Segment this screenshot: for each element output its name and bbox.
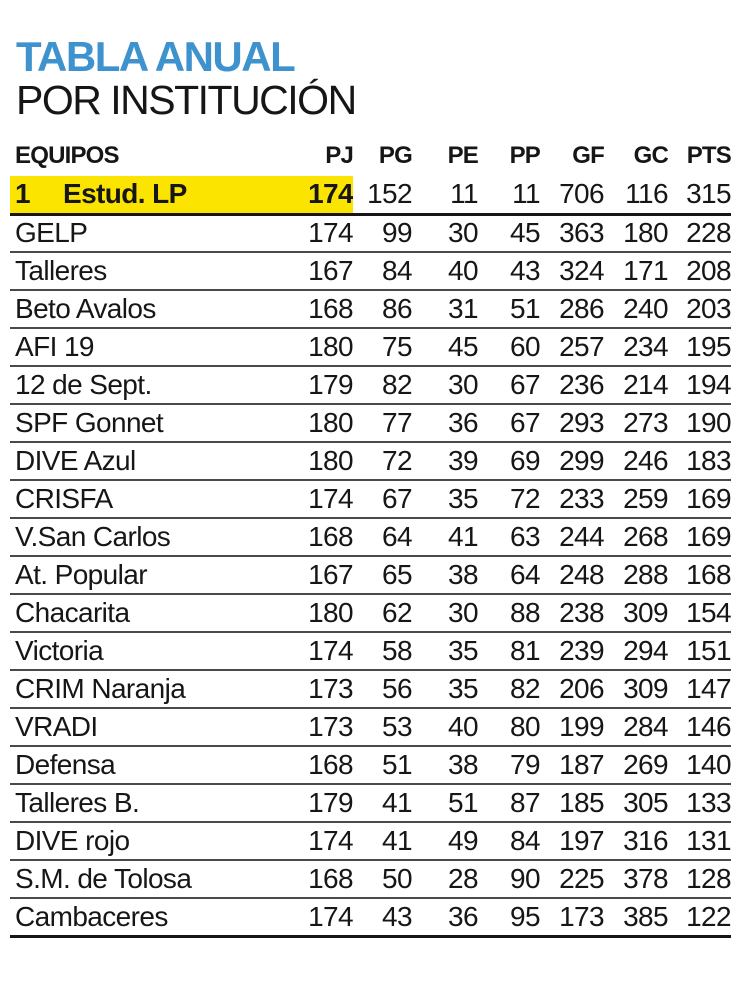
stat-cell-pe: 31 <box>448 293 478 324</box>
stat-cell-pe: 28 <box>448 863 478 894</box>
team-name: Cambaceres <box>15 900 168 932</box>
stat-cell-pe: 36 <box>448 407 478 438</box>
stat-cell-pg: 64 <box>382 521 412 552</box>
stat-cell-gc: 294 <box>623 635 668 666</box>
stat-cell-pj: 168 <box>308 293 353 324</box>
stat-cell-pj: 174 <box>308 900 353 932</box>
stat-cell-gf: 293 <box>559 407 604 438</box>
column-header-pe: PE <box>447 142 478 169</box>
table-row <box>10 784 731 822</box>
team-cell <box>10 176 290 214</box>
table-row <box>10 252 731 290</box>
stat-cell-pe: 36 <box>448 900 478 932</box>
stat-cell-pj: 168 <box>308 521 353 552</box>
stat-cell-gc: 240 <box>623 293 668 324</box>
stat-cell-pe: 51 <box>448 787 478 818</box>
table-row <box>10 556 731 594</box>
stat-cell-pts: 146 <box>686 711 731 742</box>
team-name: Talleres <box>15 255 107 286</box>
page-title: TABLA ANUAL <box>16 33 295 80</box>
table-row <box>10 594 731 632</box>
stat-cell-gc: 305 <box>623 787 668 818</box>
team-name: CRISFA <box>15 483 113 514</box>
stat-cell-pe: 30 <box>448 369 478 400</box>
stat-cell-pts: 122 <box>686 900 731 932</box>
team-name: Talleres B. <box>15 787 140 818</box>
stat-cell-pe: 30 <box>448 597 478 628</box>
stat-cell-pts: 140 <box>686 749 731 780</box>
team-name: S.M. de Tolosa <box>15 863 192 894</box>
table-row <box>10 214 731 252</box>
team-cell <box>10 822 290 860</box>
table-header-row <box>10 142 731 176</box>
table-row <box>10 632 731 670</box>
team-name: Defensa <box>15 749 116 780</box>
stat-cell-gc: 288 <box>623 559 668 590</box>
stat-cell-pj: 180 <box>308 407 353 438</box>
stat-cell-pp: 88 <box>510 597 540 628</box>
stat-cell-gc: 268 <box>623 521 668 552</box>
stat-cell-pts: 203 <box>686 293 731 324</box>
table-row <box>10 328 731 366</box>
stat-cell-pp: 72 <box>510 483 540 514</box>
stat-cell-pg: 62 <box>382 597 412 628</box>
stat-cell-gc: 284 <box>623 711 668 742</box>
stat-cell-gc: 180 <box>623 217 668 249</box>
stat-cell-gc: 273 <box>623 407 668 438</box>
stat-cell-pts: 168 <box>686 559 731 590</box>
table-row <box>10 176 731 214</box>
column-header-pj: PJ <box>325 142 353 169</box>
stat-cell-pe: 45 <box>448 331 478 362</box>
team-name: AFI 19 <box>15 331 94 362</box>
stat-cell-gf: 233 <box>559 483 604 514</box>
column-header-gf: GF <box>572 142 604 169</box>
table-row <box>10 518 731 556</box>
stat-cell-gf: 185 <box>559 787 604 818</box>
stat-cell-gc: 171 <box>623 255 668 286</box>
stat-cell-gf: 248 <box>559 559 604 590</box>
table-row <box>10 442 731 480</box>
stat-cell-gc: 259 <box>623 483 668 514</box>
stat-cell-pj: 167 <box>308 255 353 286</box>
stat-cell-gf: 239 <box>559 635 604 666</box>
stat-cell-pe: 38 <box>448 749 478 780</box>
standings-table <box>10 142 731 938</box>
stat-cell-pg: 58 <box>382 635 412 666</box>
table-row <box>10 404 731 442</box>
stat-cell-pg: 67 <box>382 483 412 514</box>
stat-cell-pts: 154 <box>686 597 731 628</box>
title-block <box>0 0 750 122</box>
team-name: Victoria <box>15 635 104 666</box>
stat-cell-pp: 90 <box>510 863 540 894</box>
stat-cell-pts: 151 <box>686 635 731 666</box>
stat-cell-pg: 86 <box>382 293 412 324</box>
table-row <box>10 860 731 898</box>
stat-cell-pg: 84 <box>382 255 412 286</box>
stat-cell-pp: 63 <box>510 521 540 552</box>
stat-cell-gc: 234 <box>623 331 668 362</box>
team-cell <box>10 442 290 480</box>
stat-cell-pj: 174 <box>308 635 353 666</box>
table-row <box>10 290 731 328</box>
stat-cell-gc: 316 <box>623 825 668 856</box>
stat-cell-pj: 180 <box>308 597 353 628</box>
team-cell <box>10 556 290 594</box>
stat-cell-pe: 40 <box>448 255 478 286</box>
stat-cell-pts: 133 <box>686 787 731 818</box>
column-header-pp: PP <box>509 142 540 169</box>
stat-cell-pts: 195 <box>686 331 731 362</box>
team-cell <box>10 480 290 518</box>
stat-cell-gc: 309 <box>623 673 668 704</box>
team-cell <box>10 290 290 328</box>
team-name: Beto Avalos <box>15 293 156 324</box>
stat-cell-gf: 238 <box>559 597 604 628</box>
stat-cell-gf: 363 <box>559 217 604 249</box>
stat-cell-pe: 35 <box>448 635 478 666</box>
stat-cell-pp: 51 <box>510 293 540 324</box>
column-header-equipos: EQUIPOS <box>15 142 119 169</box>
stat-cell-pg: 56 <box>382 673 412 704</box>
table-body <box>10 176 731 936</box>
stat-cell-pg: 43 <box>382 900 412 932</box>
stat-cell-pg: 65 <box>382 559 412 590</box>
stat-cell-gc: 269 <box>623 749 668 780</box>
team-cell <box>10 252 290 290</box>
stat-cell-pp: 11 <box>512 178 540 210</box>
stat-cell-pts: 228 <box>686 217 731 249</box>
team-name: GELP <box>15 217 88 249</box>
stat-cell-pp: 67 <box>510 407 540 438</box>
stat-cell-pe: 40 <box>448 711 478 742</box>
team-name: Estud. LP <box>63 178 187 210</box>
team-name: V.San Carlos <box>15 521 171 552</box>
team-name: Chacarita <box>15 597 130 628</box>
stat-cell-gf: 286 <box>559 293 604 324</box>
stat-cell-gc: 116 <box>625 178 668 210</box>
team-name: VRADI <box>15 711 98 742</box>
team-name: 12 de Sept. <box>15 369 152 400</box>
stat-cell-pts: 147 <box>686 673 731 704</box>
stat-cell-gf: 199 <box>559 711 604 742</box>
stat-cell-pp: 69 <box>510 445 540 476</box>
stat-cell-pts: 128 <box>686 863 731 894</box>
stat-cell-pp: 82 <box>510 673 540 704</box>
stat-cell-pp: 81 <box>510 635 540 666</box>
stat-cell-pts: 131 <box>686 825 731 856</box>
team-cell <box>10 632 290 670</box>
stat-cell-pts: 169 <box>686 483 731 514</box>
table-row <box>10 822 731 860</box>
stat-cell-gf: 706 <box>559 178 604 210</box>
stat-cell-pg: 51 <box>382 749 412 780</box>
stat-cell-gf: 324 <box>559 255 604 286</box>
team-name: SPF Gonnet <box>15 407 164 438</box>
team-name: CRIM Naranja <box>15 673 186 704</box>
stat-cell-gf: 225 <box>559 863 604 894</box>
stat-cell-pts: 208 <box>686 255 731 286</box>
stat-cell-gf: 236 <box>559 369 604 400</box>
stat-cell-gc: 378 <box>623 863 668 894</box>
stat-cell-pp: 67 <box>510 369 540 400</box>
stat-cell-pts: 169 <box>686 521 731 552</box>
team-cell <box>10 518 290 556</box>
team-cell <box>10 594 290 632</box>
stat-cell-pg: 77 <box>382 407 412 438</box>
column-header-gc: GC <box>633 142 668 169</box>
stat-cell-gc: 214 <box>623 369 668 400</box>
stat-cell-gf: 206 <box>559 673 604 704</box>
stat-cell-pe: 30 <box>448 217 478 249</box>
stat-cell-gc: 246 <box>623 445 668 476</box>
stat-cell-gf: 197 <box>559 825 604 856</box>
team-cell <box>10 404 290 442</box>
stat-cell-pts: 315 <box>686 178 731 210</box>
stat-cell-gc: 385 <box>623 900 668 932</box>
table-row <box>10 366 731 404</box>
stat-cell-pe: 35 <box>448 673 478 704</box>
stat-cell-pg: 50 <box>382 863 412 894</box>
stat-cell-gf: 244 <box>559 521 604 552</box>
page-subtitle: POR INSTITUCIÓN <box>16 77 356 123</box>
stat-cell-gf: 173 <box>559 900 604 932</box>
team-cell <box>10 366 290 404</box>
stat-cell-pe: 49 <box>448 825 478 856</box>
stat-cell-pe: 39 <box>448 445 478 476</box>
stat-cell-pj: 174 <box>308 483 353 514</box>
stat-cell-pg: 72 <box>382 445 412 476</box>
column-header-pg: PG <box>378 142 412 169</box>
team-cell <box>10 214 290 252</box>
team-cell <box>10 784 290 822</box>
stat-cell-pg: 41 <box>382 825 412 856</box>
stat-cell-pj: 174 <box>308 825 353 856</box>
stat-cell-gf: 257 <box>559 331 604 362</box>
stat-cell-pts: 194 <box>686 369 731 400</box>
stat-cell-pj: 167 <box>308 559 353 590</box>
stat-cell-pp: 45 <box>510 217 540 249</box>
stat-cell-pp: 60 <box>510 331 540 362</box>
table-row <box>10 670 731 708</box>
stat-cell-pp: 79 <box>510 749 540 780</box>
stat-cell-pj: 179 <box>308 787 353 818</box>
team-cell <box>10 898 290 936</box>
stat-cell-pg: 82 <box>382 369 412 400</box>
column-header-pts: PTS <box>686 142 731 169</box>
stat-cell-pts: 183 <box>686 445 731 476</box>
team-cell <box>10 860 290 898</box>
stat-cell-pg: 152 <box>367 178 412 210</box>
team-name: DIVE rojo <box>15 825 130 856</box>
stat-cell-pj: 180 <box>308 331 353 362</box>
stat-cell-pp: 43 <box>510 255 540 286</box>
stat-cell-pj: 173 <box>308 711 353 742</box>
stat-cell-pj: 174 <box>308 217 353 249</box>
stat-cell-pp: 80 <box>510 711 540 742</box>
stat-cell-pj: 173 <box>308 673 353 704</box>
stat-cell-pe: 41 <box>448 521 478 552</box>
stat-cell-pp: 95 <box>510 900 540 932</box>
stat-cell-gc: 309 <box>623 597 668 628</box>
team-name: DIVE Azul <box>15 445 136 476</box>
team-rank: 1 <box>15 178 30 210</box>
stat-cell-pe: 35 <box>448 483 478 514</box>
team-name: At. Popular <box>15 559 147 590</box>
stat-cell-pp: 84 <box>510 825 540 856</box>
stat-cell-gf: 299 <box>559 445 604 476</box>
stat-cell-gf: 187 <box>559 749 604 780</box>
table-row <box>10 708 731 746</box>
stat-cell-pp: 87 <box>510 787 540 818</box>
stat-cell-pts: 190 <box>686 407 731 438</box>
stat-cell-pj: 180 <box>308 445 353 476</box>
stat-cell-pe: 38 <box>448 559 478 590</box>
stat-cell-pp: 64 <box>510 559 540 590</box>
stat-cell-pg: 53 <box>382 711 412 742</box>
stat-cell-pg: 75 <box>382 331 412 362</box>
stat-cell-pj: 179 <box>308 369 353 400</box>
team-cell <box>10 670 290 708</box>
stat-cell-pj: 174 <box>290 176 353 214</box>
stat-cell-pe: 11 <box>450 178 478 210</box>
stat-cell-pg: 99 <box>382 217 412 249</box>
table-row <box>10 480 731 518</box>
table-row <box>10 898 731 936</box>
team-cell <box>10 746 290 784</box>
table-row <box>10 746 731 784</box>
stat-cell-pj: 168 <box>308 749 353 780</box>
stat-cell-pj: 168 <box>308 863 353 894</box>
stat-cell-pg: 41 <box>382 787 412 818</box>
team-cell <box>10 328 290 366</box>
team-cell <box>10 708 290 746</box>
